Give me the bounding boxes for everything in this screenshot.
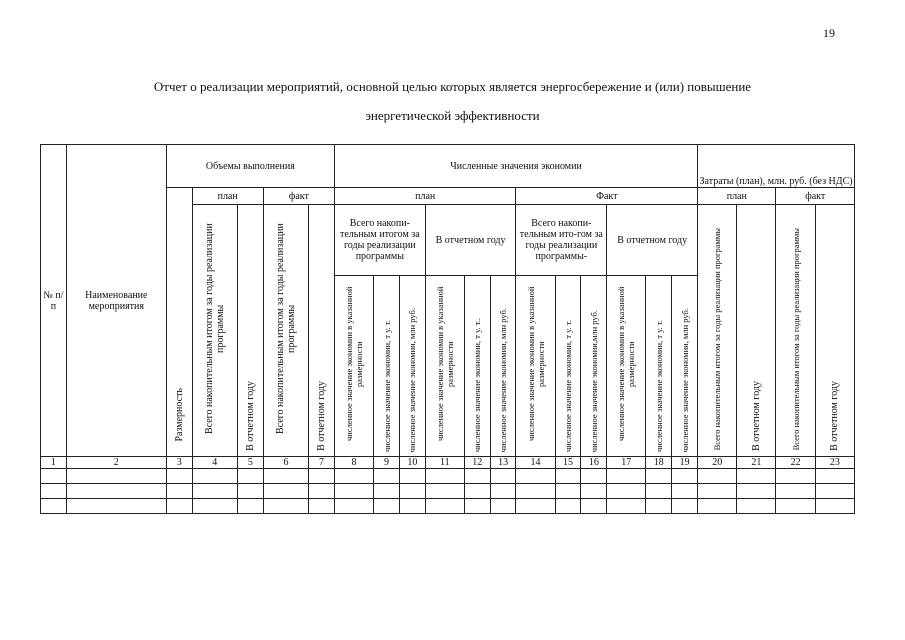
header-col-16: численное значение экономии,млн руб.	[581, 276, 607, 457]
header-col-8: численное значение экономии в указанной размерности	[334, 276, 373, 457]
header-cost-plan-year: В отчетном году	[737, 205, 776, 457]
header-costs-plan: план	[698, 188, 776, 205]
column-number-cell: 21	[737, 457, 776, 469]
document-title-line-1: Отчет о реализации мероприятий, основной целью которых является энергосбережение и (или) повышение	[153, 79, 752, 94]
header-col-11: численное значение экономии в указанной размерности	[425, 276, 464, 457]
header-number: № п/ п	[41, 145, 67, 457]
header-vol-plan-year: В отчетном году	[237, 205, 263, 457]
header-vol-fact-cumulative: Всего накопительным итогом за годы реализации программы	[263, 205, 308, 457]
header-volumes-fact: факт	[263, 188, 334, 205]
column-number-cell: 22	[776, 457, 815, 469]
table-row	[41, 484, 855, 499]
header-volumes-plan: план	[192, 188, 263, 205]
header-savings-plan: план	[334, 188, 516, 205]
column-number-cell: 20	[698, 457, 737, 469]
column-number-cell: 18	[646, 457, 672, 469]
column-number-cell: 14	[516, 457, 555, 469]
column-number-cell: 3	[166, 457, 192, 469]
column-number-cell: 13	[490, 457, 516, 469]
header-col-14: численное значение экономии в указанной размерности	[516, 276, 555, 457]
header-costs: Затраты (план), млн. руб. (без НДС)	[698, 145, 855, 188]
table-row	[41, 499, 855, 514]
header-col-10: численное значение экономии, млн руб.	[399, 276, 425, 457]
column-number-cell: 16	[581, 457, 607, 469]
page-number: 19	[823, 26, 835, 40]
header-sav-fact-year: В отчетном году	[607, 205, 698, 276]
column-number-cell: 12	[464, 457, 490, 469]
column-number-cell: 2	[66, 457, 166, 469]
header-cost-fact-year: В отчетном году	[815, 205, 854, 457]
column-number-cell: 6	[263, 457, 308, 469]
table-row	[41, 469, 855, 484]
column-number-cell: 4	[192, 457, 237, 469]
header-unit: Размерность	[166, 188, 192, 457]
column-number-cell: 7	[309, 457, 335, 469]
header-col-19: численное значение экономии, млн руб.	[672, 276, 698, 457]
header-sav-plan-cumulative: Всего накопи-тельным итогом за годы реализации программы	[334, 205, 425, 276]
column-number-cell: 8	[334, 457, 373, 469]
header-cost-fact-cumulative: Всего накопительным итогом за годы реализации программы	[776, 205, 815, 457]
header-col-9: численное значение экономии, т у. т.	[374, 276, 400, 457]
column-number-cell: 23	[815, 457, 854, 469]
report-table	[40, 144, 855, 514]
header-savings: Численные значения экономии	[334, 145, 697, 188]
column-number-cell: 10	[399, 457, 425, 469]
header-cost-plan-cumulative: Всего накопительным итогом за годы реализации программы	[698, 205, 737, 457]
column-number-cell: 19	[672, 457, 698, 469]
header-vol-fact-year: В отчетном году	[309, 205, 335, 457]
header-sav-plan-year: В отчетном году	[425, 205, 516, 276]
header-col-13: численное значение экономии, млн руб.	[490, 276, 516, 457]
column-number-row	[41, 457, 855, 469]
header-vol-plan-cumulative: Всего накопительным итогом за годы реализации программы	[192, 205, 237, 457]
header-savings-fact: Факт	[516, 188, 698, 205]
header-measure-name: Наименование мероприятия	[66, 145, 166, 457]
column-number-cell: 1	[41, 457, 67, 469]
header-col-15: численное значение экономии, т у. т.	[555, 276, 581, 457]
header-col-12: численное значение экономии, т у. т..	[464, 276, 490, 457]
column-number-cell: 15	[555, 457, 581, 469]
document-title-line-2: энергетической эффективности	[365, 108, 540, 123]
header-volumes: Объемы выполнения	[166, 145, 334, 188]
header-costs-fact: факт	[776, 188, 855, 205]
column-number-cell: 5	[237, 457, 263, 469]
column-number-cell: 11	[425, 457, 464, 469]
column-number-cell: 9	[374, 457, 400, 469]
column-number-cell: 17	[607, 457, 646, 469]
header-sav-fact-cumulative: Всего накопи-тельным ито-гом за годы реализации программы-	[516, 205, 607, 276]
header-col-18: численное значение экономии, т у. т.	[646, 276, 672, 457]
header-col-17: численное значение экономии в указанной размерности	[607, 276, 646, 457]
